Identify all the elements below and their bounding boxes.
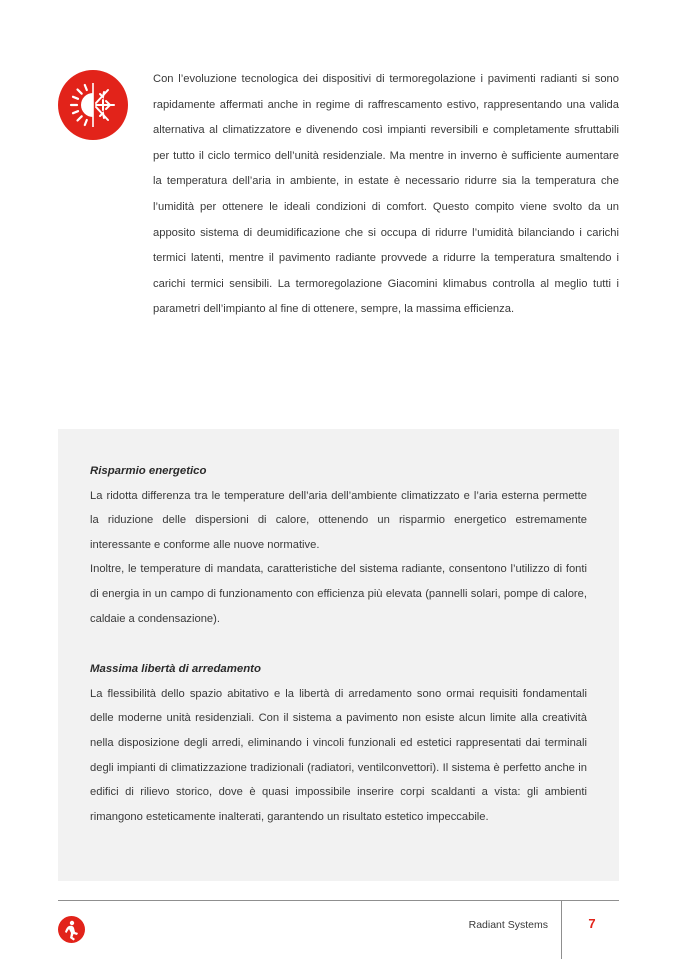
sun-snowflake-icon bbox=[58, 70, 128, 140]
energy-saving-paragraph-2: Inoltre, le temperature di mandata, caratteristiche del sistema radiante, consentono l’utilizzo di fonti di energia in un campo di funzionamento con efficienza più elevata (pannelli solari, pompe di calore, caldaie a condensazione). bbox=[90, 563, 587, 625]
page-number: 7 bbox=[588, 916, 596, 931]
footer-section-label: Radiant Systems bbox=[468, 919, 548, 931]
furnishing-freedom-heading: Massima libertà di arredamento bbox=[90, 663, 261, 676]
energy-saving-paragraph-1: La ridotta differenza tra le temperature dell’aria dell’ambiente climatizzato e l’aria esterna permette la riduzione delle dispersioni di calore, ottenendo un risparmio energetico estremamente interessante e conforme alle nuove normative. bbox=[90, 489, 587, 551]
footer-divider bbox=[58, 900, 619, 901]
intro-paragraph: Con l’evoluzione tecnologica dei dispositivi di termoregolazione i pavimenti radianti si sono rapidamente affermati anche in regime di raffrescamento estivo, rappresentando una valida alternativa al climatizzatore e divenendo così impianti reversibili e completamente sfruttabili per tutto il ciclo termico dell’unità residenziale. Ma mentre in inverno è sufficiente aumentare la temperatura dell’aria in ambiente, in estate è necessario ridurre sia la temperatura che l’umidità per ottenere le ideali condizioni di comfort. Questo compito viene svolto da un apposito sistema di deumidificazione che si occupa di ridurre l’umidità bilanciando i carichi termici latenti, mentre il pavimento radiante provvede a ridurre la temperatura smaltendo i carichi termici sensibili. La termoregolazione Giacomini klimabus controlla al meglio tutti i parametri dell’impianto al fine di ottenere, sempre, la massima efficienza. bbox=[153, 73, 619, 316]
furnishing-freedom-paragraph: La flessibilità dello spazio abitativo e la libertà di arredamento sono ormai requisiti fondamentali delle moderne unità residenziali. Con il sistema a pavimento non esiste alcun limite alla creatività nella disposizione degli arredi, eliminando i vincoli funzionali ed estetici rappresentati dai terminali degli impianti di climatizzazione tradizionali (radiatori, ventilconvettori). Il sistema è perfetto anche in edifici di rilievo storico, dove è quasi impossibile inserire corpi scaldanti a vista: gli ambienti rimangono esteticamente inalterati, garantendo un risultato estetico impeccabile. bbox=[90, 687, 587, 823]
giacomini-logo-icon bbox=[58, 916, 85, 943]
intro-text-block bbox=[153, 67, 619, 323]
footer-vertical-divider bbox=[561, 901, 562, 959]
features-panel bbox=[58, 429, 619, 881]
energy-saving-heading: Risparmio energetico bbox=[90, 465, 207, 477]
